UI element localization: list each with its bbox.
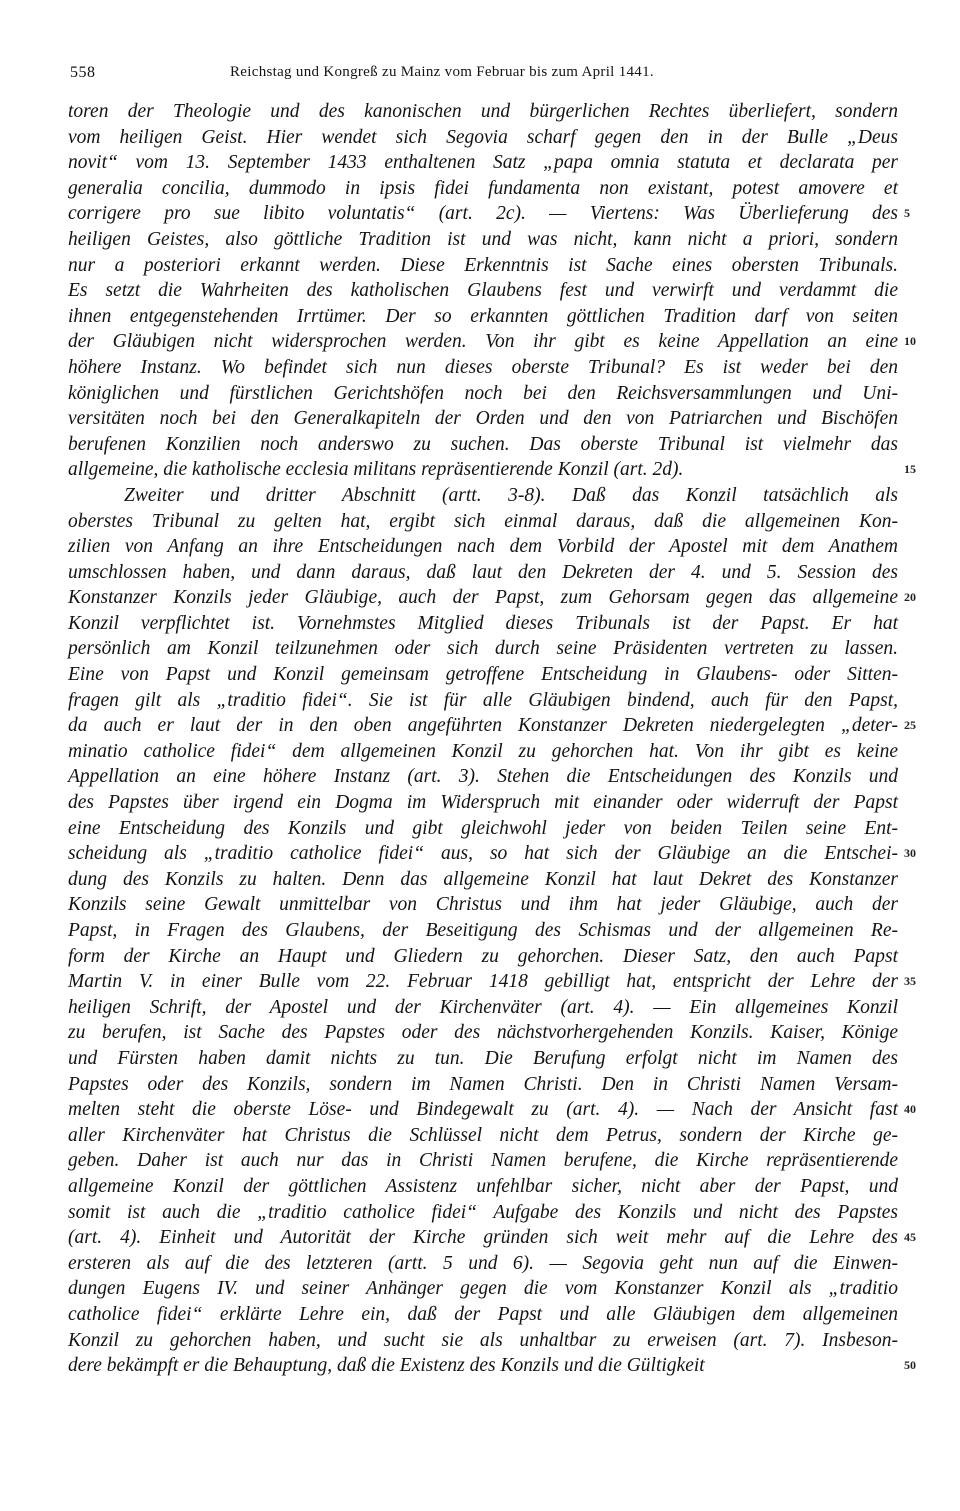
line-text: da auch er laut der in den oben angeführten Konstanzer Dekreten niedergelegten „deter- [68, 715, 898, 737]
text-line [68, 406, 898, 432]
running-title: Reichstag und Kongreß zu Mainz vom Februar bis zum April 1441. [230, 64, 654, 80]
line-number: 50 [904, 1358, 916, 1373]
text-line [68, 150, 898, 176]
text-line [68, 764, 898, 790]
line-text: allgemeine, die katholische ecclesia militans repräsentierende Konzil (art. 2d). [68, 459, 684, 481]
line-text: nur a posteriori erkannt werden. Diese Erkenntnis ist Sache eines obersten Tribunals. [68, 254, 898, 276]
text-line [68, 841, 916, 867]
text-line [68, 1328, 898, 1354]
line-text: allgemeine Konzil der göttlichen Assistenz unfehlbar sicher, nicht aber der Papst, und [68, 1175, 898, 1197]
line-text: Papst, in Fragen des Glaubens, der Beseitigung des Schismas und der allgemeinen Re- [68, 920, 898, 941]
body-text [68, 99, 916, 1379]
text-line [68, 636, 898, 662]
text-line [68, 1148, 898, 1174]
line-text: eine Entscheidung des Konzils und gibt gleichwohl jeder von beiden Teilen seine Ent- [68, 817, 898, 839]
text-line [68, 1174, 898, 1200]
text-line [68, 867, 898, 893]
line-text: zilien von Anfang an ihre Entscheidungen nach dem Vorbild der Apostel mit dem Anathem [68, 536, 898, 558]
line-text: minatio catholice fidei“ dem allgemeinen Konzil zu gehorchen hat. Von ihr gibt es keine [68, 740, 898, 762]
text-line [68, 329, 916, 355]
line-text: Zweiter und dritter Abschnitt (artt. 3-8). Daß das Konzil tatsächlich als [124, 484, 898, 506]
line-text: höhere Instanz. Wo befindet sich nun dieses oberste Tribunal? Es ist weder bei den [68, 356, 898, 378]
line-text: umschlossen haben, und dann daraus, daß laut den Dekreten der 4. und 5. Session des [68, 561, 898, 583]
line-text: königlichen und fürstlichen Gerichtshöfen noch bei den Reichsversammlungen und Uni- [68, 382, 898, 404]
text-line [68, 534, 898, 560]
line-number: 40 [904, 1102, 916, 1117]
text-line [68, 1097, 916, 1123]
text-line [68, 713, 916, 739]
line-text: aller Kirchenväter hat Christus die Schlüssel nicht dem Petrus, sondern der Kirche ge- [68, 1124, 898, 1146]
text-line [68, 509, 898, 535]
line-text: des Papstes über irgend ein Dogma im Widerspruch mit einander oder widerruft der Papst [68, 792, 898, 814]
text-line [68, 739, 898, 765]
line-number: 15 [904, 462, 916, 477]
line-text: toren der Theologie und des kanonischen und bürgerlichen Rechtes überliefert, sondern [68, 101, 898, 122]
line-text: und Fürsten haben damit nichts zu tun. Die Berufung erfolgt nicht im Namen des [68, 1047, 898, 1069]
text-line [68, 662, 898, 688]
line-text: heiligen Geistes, also göttliche Tradition ist und was nicht, kann nicht a priori, sondern [68, 228, 898, 250]
line-text: corrigere pro sue libito voluntatis“ (art. 2c). — Viertens: Was Überlieferung des [68, 203, 898, 225]
line-text: (art. 4). Einheit und Autorität der Kirche gründen sich weit mehr auf die Lehre des [68, 1227, 898, 1249]
line-text: versitäten noch bei den Generalkapiteln der Orden und den von Patriarchen und Bischöfen [68, 408, 898, 430]
page-header [70, 64, 900, 88]
text-line [68, 892, 898, 918]
text-line [68, 1251, 898, 1277]
line-number: 10 [904, 334, 916, 349]
text-line [68, 611, 898, 637]
line-text: Konzil verpflichtet ist. Vornehmstes Mitglied dieses Tribunals ist der Papst. Er hat [68, 612, 898, 634]
line-number: 45 [904, 1230, 916, 1245]
line-text: vom heiligen Geist. Hier wendet sich Segovia scharf gegen den in der Bulle „Deus [68, 126, 898, 148]
line-text: Papstes oder des Konzils, sondern im Namen Christi. Den in Christi Namen Versam- [68, 1073, 898, 1095]
line-number: 20 [904, 590, 916, 605]
line-number: 25 [904, 718, 916, 733]
text-line [68, 1276, 898, 1302]
text-line [68, 1200, 898, 1226]
text-line [68, 278, 898, 304]
line-number: 5 [904, 206, 910, 221]
line-text: ersteren als auf die des letzteren (artt. 5 und 6). — Segovia geht nun auf die Einwen- [68, 1252, 898, 1274]
line-text: dungen Eugens IV. und seiner Anhänger gegen die vom Konstanzer Konzil als „traditio [68, 1278, 898, 1300]
line-text: zu berufen, ist Sache des Papstes oder des nächstvorhergehenden Konzils. Kaiser, Könige [68, 1022, 898, 1044]
text-line [68, 1353, 916, 1379]
text-line [68, 1123, 898, 1149]
line-text: heiligen Schrift, der Apostel und der Kirchenväter (art. 4). — Ein allgemeines Konzil [68, 996, 898, 1018]
text-line [68, 1225, 916, 1251]
text-line [68, 253, 898, 279]
line-text: Eine von Papst und Konzil gemeinsam getroffene Entscheidung in Glaubens- oder Sitten- [68, 664, 898, 686]
line-text: Es setzt die Wahrheiten des katholischen Glaubens fest und verwirft und verdammt die [68, 280, 898, 302]
text-line [68, 969, 916, 995]
line-text: form der Kirche an Haupt und Gliedern zu gehorchen. Dieser Satz, den auch Papst [68, 945, 898, 967]
line-text: Appellation an eine höhere Instanz (art. 3). Stehen die Entscheidungen des Konzils und [68, 766, 898, 788]
line-text: der Gläubigen nicht widersprochen werden. Von ihr gibt es keine Appellation an eine [68, 331, 898, 353]
line-text: melten steht die oberste Löse- und Bindegewalt zu (art. 4). — Nach der Ansicht fast [68, 1099, 898, 1121]
line-text: novit“ vom 13. September 1433 enthaltenen Satz „papa omnia statuta et declarata per [68, 152, 898, 174]
text-line [68, 816, 898, 842]
line-text: Konzils seine Gewalt unmittelbar von Christus und ihm hat jeder Gläubige, auch der [68, 894, 898, 916]
line-text: dere bekämpft er die Behauptung, daß die Existenz des Konzils und die Gültigkeit [68, 1355, 705, 1377]
text-line [68, 944, 898, 970]
text-line [68, 1046, 898, 1072]
text-line [68, 918, 898, 944]
line-text: berufenen Konzilien noch anderswo zu suchen. Das oberste Tribunal ist vielmehr das [68, 433, 898, 455]
line-text: Konzil zu gehorchen haben, und sucht sie als unhaltbar zu erweisen (art. 7). Insbeson- [68, 1329, 898, 1351]
text-line [68, 560, 898, 586]
line-text: scheidung als „traditio catholice fidei“ aus, so hat sich der Gläubige an die Entschei- [68, 843, 898, 865]
text-line [68, 125, 898, 151]
text-line [68, 457, 916, 483]
text-line [68, 483, 898, 509]
line-number: 35 [904, 974, 916, 989]
line-text: persönlich am Konzil teilzunehmen oder sich durch seine Präsidenten vertreten zu lassen. [68, 638, 898, 660]
line-text: catholice fidei“ erklärte Lehre ein, daß der Papst und alle Gläubigen dem allgemeinen [68, 1303, 898, 1325]
text-line [68, 99, 898, 125]
text-line [68, 355, 898, 381]
line-text: Martin V. in einer Bulle vom 22. Februar 1418 gebilligt hat, entspricht der Lehre der [68, 971, 898, 993]
text-line [68, 227, 898, 253]
text-line [68, 432, 898, 458]
text-line [68, 201, 910, 227]
page-number: 558 [70, 64, 96, 81]
line-text: Konstanzer Konzils jeder Gläubige, auch der Papst, zum Gehorsam gegen das allgemeine [68, 587, 898, 609]
text-line [68, 1072, 898, 1098]
text-line [68, 688, 898, 714]
text-line [68, 176, 898, 202]
line-text: fragen gilt als „traditio fidei“. Sie ist für alle Gläubigen bindend, auch für den Papst, [68, 689, 898, 711]
line-text: dung des Konzils zu halten. Denn das allgemeine Konzil hat laut Dekret des Konstanzer [68, 868, 898, 890]
text-line [68, 304, 898, 330]
line-text: ihnen entgegenstehenden Irrtümer. Der so erkannten göttlichen Tradition darf von seiten [68, 305, 898, 327]
text-line [68, 1020, 898, 1046]
text-line [68, 585, 916, 611]
line-text: generalia concilia, dummodo in ipsis fidei fundamenta non existant, potest amovere et [68, 177, 898, 199]
line-number: 30 [904, 846, 916, 861]
text-line [68, 381, 898, 407]
line-text: geben. Daher ist auch nur das in Christi Namen berufene, die Kirche repräsentierende [68, 1150, 898, 1172]
text-line [68, 790, 898, 816]
line-text: oberstes Tribunal zu gelten hat, ergibt sich einmal daraus, daß die allgemeinen Kon- [68, 510, 898, 532]
text-line [68, 1302, 898, 1328]
line-text: somit ist auch die „traditio catholice fidei“ Aufgabe des Konzils und nicht des Papstes [68, 1201, 898, 1223]
text-line [68, 995, 898, 1021]
